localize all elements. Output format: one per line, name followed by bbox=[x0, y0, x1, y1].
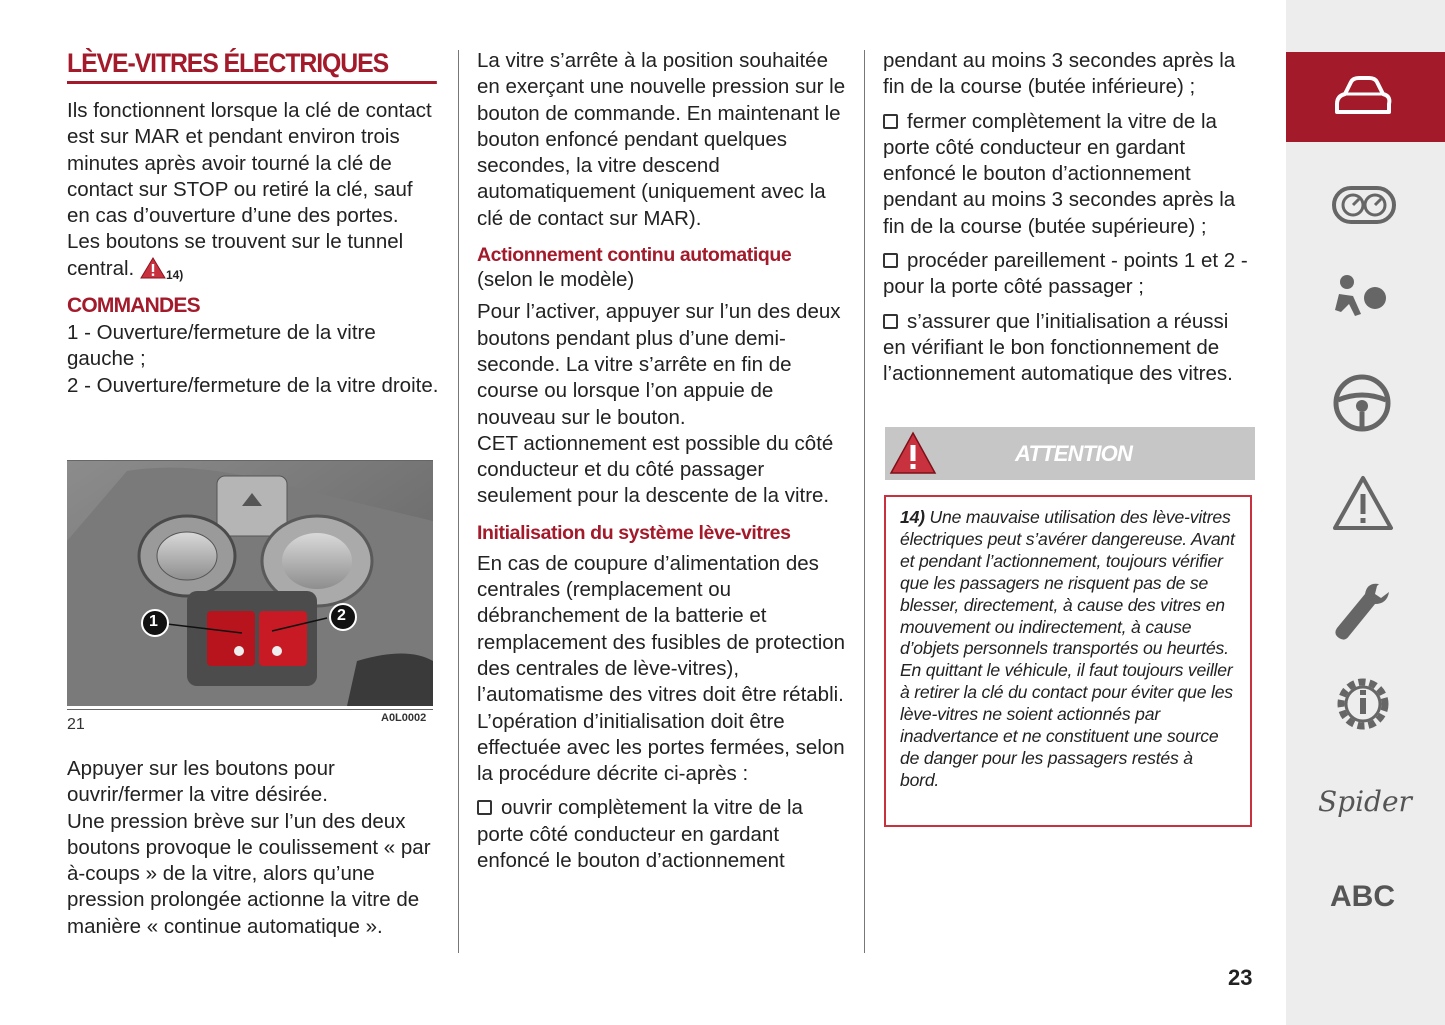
callout-2: 2 bbox=[337, 607, 346, 624]
section-auto: Actionnement continu automatique bbox=[477, 244, 792, 267]
auto-paragraph: Pour l’activer, appuyer sur l’un des deux boutons pendant plus d’une demi-seconde. La vitre s’arrête en fin de course ou lorsque l’on appuie de nouveau sur le bouton. bbox=[477, 300, 841, 429]
after-figure-paragraph-1: Appuyer sur les boutons pour ouvrir/fermer la vitre désirée. bbox=[67, 757, 335, 807]
column-divider-2 bbox=[864, 50, 865, 953]
init-step-2-text: fermer complètement la vitre de la porte côté conducteur en gardant enfoncé le bouton d’actionnement pendant au moins 3 secondes après la fin de la course (butée supérieure) ; bbox=[883, 109, 1236, 238]
command-2: 2 - Ouverture/fermeture de la vitre droite. bbox=[67, 373, 439, 397]
column-right bbox=[883, 48, 1255, 388]
callout-1: 1 bbox=[149, 613, 158, 630]
attention-box bbox=[884, 495, 1252, 827]
init-step-1-cont: pendant au moins 3 secondes après la fin de la course (butée inférieure) ; bbox=[883, 49, 1236, 99]
figure-window-switches bbox=[67, 460, 433, 710]
steering-wheel-icon[interactable] bbox=[1331, 372, 1393, 439]
window-switch-photo bbox=[67, 461, 433, 706]
gear-info-icon[interactable] bbox=[1331, 672, 1395, 741]
column-left-bottom bbox=[67, 756, 439, 940]
checkbox-bullet-icon bbox=[883, 314, 898, 329]
sidebar-item-vehicle[interactable] bbox=[1286, 52, 1445, 142]
attention-text bbox=[900, 507, 1236, 792]
footnote-ref[interactable]: 14) bbox=[165, 267, 184, 282]
command-1: 1 - Ouverture/fermeture de la vitre gauche ; bbox=[67, 321, 376, 371]
init-step-4-text: s’assurer que l’initialisation a réussi en vérifiant le bon fonctionnement de l’actionnement automatique des vitres. bbox=[883, 309, 1233, 386]
attention-ref: 14) bbox=[900, 507, 925, 527]
attention-header bbox=[885, 427, 1255, 480]
page-number: 23 bbox=[1228, 965, 1253, 990]
attention-warning-icon bbox=[889, 431, 937, 480]
intro-paragraph: Ils fonctionnent lorsque la clé de contact est sur MAR et pendant environ trois minutes après avoir tourné la clé de contact sur STOP ou retiré la clé, sauf en cas d’ouverture d’une des portes. bbox=[67, 99, 432, 228]
after-figure-paragraph-2: Une pression brève sur l’un des deux boutons provoque le coulissement « par à-coups » de la vitre, alors qu’une pression prolongée actionne la vitre de manière « continue automatique ». bbox=[67, 809, 431, 938]
section-commandes: COMMANDES bbox=[67, 294, 200, 318]
figure-number: 21 bbox=[67, 716, 85, 733]
airbag-icon[interactable] bbox=[1331, 272, 1391, 337]
spider-logo: Spider bbox=[1318, 785, 1412, 818]
figure-code: A0L0002 bbox=[381, 712, 427, 724]
section-auto-note: (selon le modèle) bbox=[477, 268, 635, 292]
init-step-3-text: procéder pareillement - points 1 et 2 - pour la porte côté passager ; bbox=[883, 249, 1248, 299]
attention-title: ATTENTION bbox=[1015, 441, 1133, 466]
init-step-1-text: ouvrir complètement la vitre de la porte côté conducteur en gardant enfoncé le bouton d’actionnement bbox=[477, 796, 803, 873]
stop-paragraph: La vitre s’arrête à la position souhaitée en exerçant une nouvelle pression sur le bouton de commande. En maintenant le bouton enfoncé pendant quelques secondes, la vitre descend automatiquement (uniquement avec la clé de contact sur MAR). bbox=[477, 49, 846, 230]
section-init: Initialisation du système lève-vitres bbox=[477, 521, 791, 544]
column-middle bbox=[477, 48, 849, 874]
intro-text-2: Les boutons se trouvent sur le tunnel central. bbox=[67, 230, 404, 280]
warning-icon bbox=[140, 257, 166, 286]
intro-paragraph-2 bbox=[67, 229, 439, 288]
dashboard-icon[interactable] bbox=[1331, 182, 1397, 233]
column-left bbox=[67, 48, 439, 399]
column-divider-1 bbox=[458, 50, 459, 953]
auto-paragraph-2: CET actionnement est possible du côté conducteur et du côté passager seulement pour la descente de la vitre. bbox=[477, 431, 834, 508]
car-icon bbox=[1331, 74, 1395, 125]
init-step-2 bbox=[883, 109, 1255, 240]
warning-triangle-icon[interactable] bbox=[1331, 474, 1395, 537]
init-paragraph-2: L’opération d’initialisation doit être effectuée avec les portes fermées, selon la procédure décrite ci-après : bbox=[477, 709, 845, 786]
page-title: LÈVE-VITRES ÉLECTRIQUES bbox=[67, 48, 437, 84]
init-paragraph: En cas de coupure d’alimentation des centrales (remplacement ou débranchement de la batterie et remplacement des fusibles de protection des centrales de lève-vitres), l’automatisme des vitres doit être rétabli. bbox=[477, 551, 846, 707]
init-step-3 bbox=[883, 248, 1255, 301]
init-step-4 bbox=[883, 309, 1255, 388]
index-abc[interactable]: ABC bbox=[1330, 880, 1395, 913]
chapter-sidebar bbox=[1286, 0, 1445, 1025]
init-step-1 bbox=[477, 795, 849, 874]
attention-body: Une mauvaise utilisation des lève-vitres électriques peut s’avérer dangereuse. Avant et pendant l’actionnement, toujours vérifier que les passagers ne risquent pas de se blesser, directement, à cause des vitres en mouvement ou indirectement, à cause d’objets personnels transportés ou heurtés. En quittant le véhicule, il faut toujours veiller à retirer la clé du contact pour éviter que les lève-vitres ne soient actionnés par inadvertance et ne constituent une source de danger pour les passagers restés à bord. bbox=[900, 507, 1235, 790]
checkbox-bullet-icon bbox=[883, 114, 898, 129]
wrench-icon[interactable] bbox=[1331, 580, 1393, 651]
checkbox-bullet-icon bbox=[883, 253, 898, 268]
checkbox-bullet-icon bbox=[477, 800, 492, 815]
